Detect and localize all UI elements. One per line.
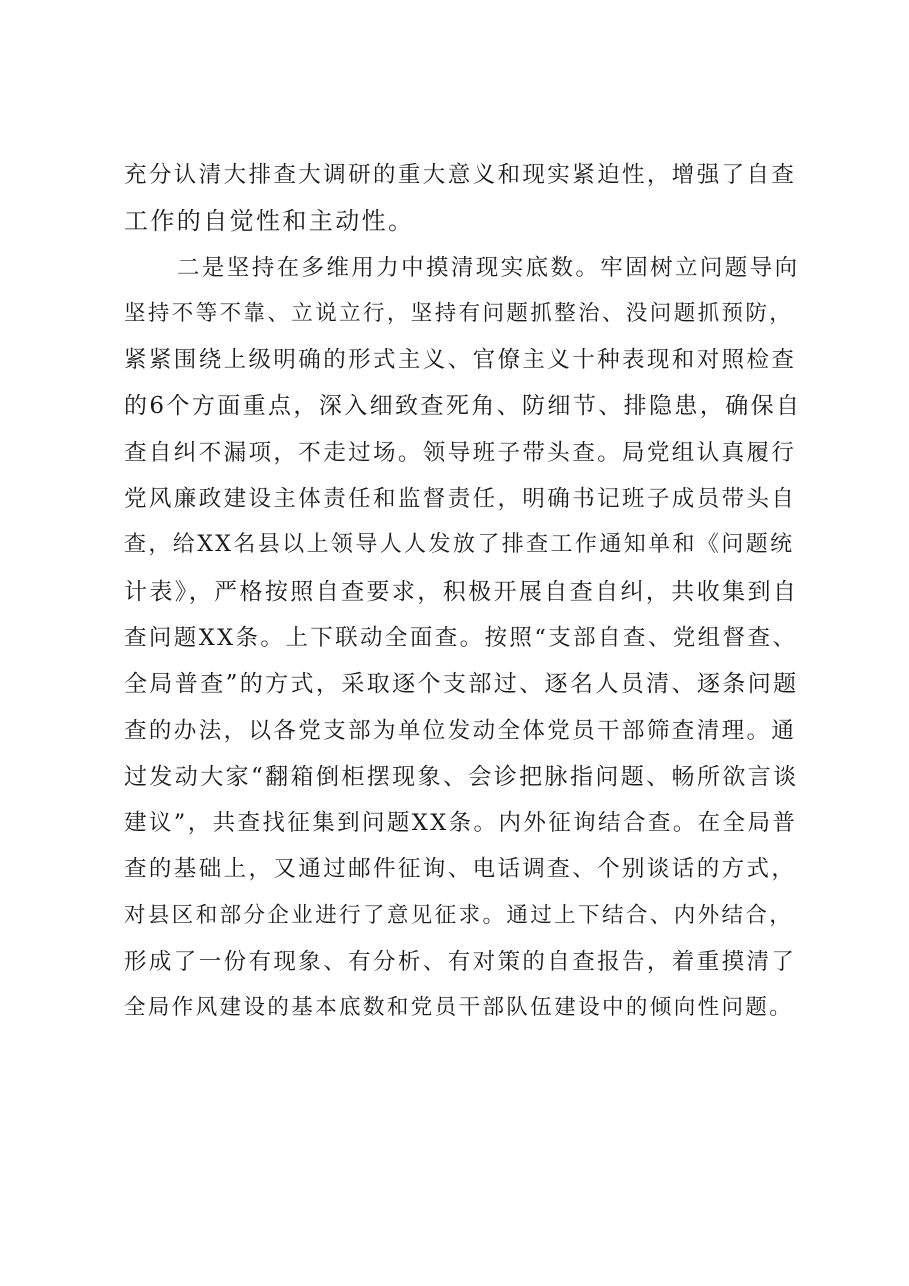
text-line: 坚持不等不靠、立说立行，坚持有问题抓整治、没问题抓预防， [124,300,794,326]
body-text [124,152,804,1032]
text-line: 计表》，严格按照自查要求，积极开展自查自纠，共收集到自 [124,578,799,605]
text-line: 全局普查”的方式，采取逐个支部过、逐名人员清、逐条问题 [124,671,799,698]
text-line: 查问题XX条。上下联动全面查。按照“支部自查、党组督查、 [124,624,798,651]
text-line: 查的基础上，又通过邮件征询、电话调查、个别谈话的方式， [124,856,797,883]
paragraph-start-line: 二是坚持在多维用力中摸清现实底数。牢固树立问题导向 [177,254,800,281]
text-line: 过发动大家“翻箱倒柜摆现象、会诊把脉指问题、畅所欲言谈 [124,763,799,790]
text-line: 对县区和部分企业进行了意见征求。通过上下结合、内外结合， [124,902,794,928]
text-line: 党风廉政建设主体责任和监督责任，明确书记班子成员带头自 [124,486,797,513]
text-line: 查自纠不漏项，不走过场。领导班子带头查。局党组认真履行 [124,439,797,466]
text-line: 查，给XX名县以上领导人人发放了排查工作通知单和《问题统 [124,532,795,558]
text-line: 全局作风建设的基本底数和党员干部队伍建设中的倾向性问题。 [124,995,794,1021]
text-line: 建议”，共查找征集到问题XX条。内外征询结合查。在全局普 [124,810,798,837]
text-line: 查的办法，以各党支部为单位发动全体党员干部筛查清理。通 [124,717,797,744]
text-line: 紧紧围绕上级明确的形式主义、官僚主义十种表现和对照检查 [124,347,797,374]
text-line: 充分认清大排查大调研的重大意义和现实紧迫性，增强了自查 [124,162,797,188]
text-line: 的6个方面重点，深入细致查死角、防细节、排隐患，确保自 [124,393,802,420]
text-line: 工作的自觉性和主动性。 [124,207,415,236]
text-line: 形成了一份有现象、有分析、有对策的自查报告，着重摸清了 [124,949,797,976]
